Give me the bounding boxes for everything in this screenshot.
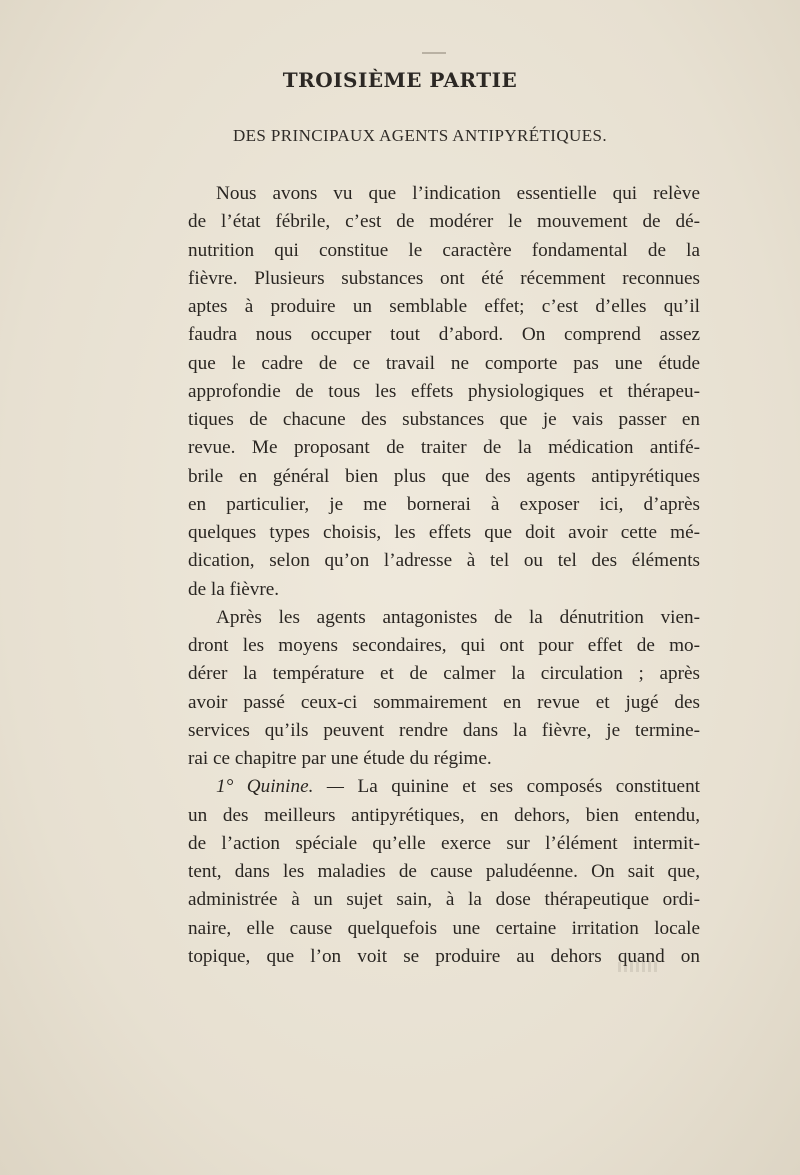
text-line: tent, dans les maladies de cause paludéenne. On sait que, [188, 861, 700, 882]
text-line: brile en général bien plus que des agents antipyrétiques [188, 465, 700, 487]
text-line: aptes à produire un semblable effet; c’est d’elles qu’il [188, 296, 700, 317]
text-line: services qu’ils peuvent rendre dans la fièvre, je termine- [188, 719, 700, 741]
text-line: approfondie de tous les effets physiologiques et thérapeu- [188, 380, 700, 402]
text-line: Nous avons vu que l’indication essentielle qui relève [216, 183, 700, 204]
text-line-quinine [188, 773, 700, 801]
section-title: DES PRINCIPAUX AGENTS ANTIPYRÉTIQUES. [232, 126, 608, 145]
text-line: en particulier, je me bornerai à exposer ici, d’après [188, 493, 700, 515]
quinine-heading: 1° Quinine. — [216, 776, 344, 798]
text-line: que le cadre de ce travail ne comporte pas une étude [188, 352, 700, 374]
bleed-through-mark [618, 962, 658, 972]
text-line: avoir passé ceux-ci sommairement en revue et jugé des [188, 691, 700, 713]
text-line: fièvre. Plusieurs substances ont été récemment reconnues [188, 267, 700, 289]
text-line: rai ce chapitre par une étude du régime. [188, 748, 492, 769]
page-top-rule [422, 52, 446, 54]
text-line: nutrition qui constitue le caractère fondamental de la [188, 239, 700, 261]
text-line: de l’action spéciale qu’elle exerce sur l’élément intermit- [188, 832, 700, 854]
text-line: tiques de chacune des substances que je vais passer en [188, 409, 700, 430]
text-line: Après les agents antagonistes de la dénutrition vien- [216, 606, 700, 628]
text-line: de la fièvre. [188, 578, 280, 600]
text-line: dront les moyens secondaires, qui ont pour effet de mo- [188, 635, 700, 656]
text-line: dication, selon qu’on l’adresse à tel ou tel des éléments [188, 550, 700, 572]
text-line: un des meilleurs antipyrétiques, en dehors, bien entendu, [188, 804, 700, 826]
text-line: naire, elle cause quelquefois une certaine irritation locale [188, 917, 700, 939]
text-line: dérer la température et de calmer la circulation ; après [188, 663, 700, 685]
text-line: de l’état fébrile, c’est de modérer le mouvement de dé- [188, 211, 700, 233]
text-line: topique, que l’on voit se produire au dehors quand on [188, 945, 700, 967]
part-title: TROISIÈME PARTIE [282, 68, 518, 92]
text-line: administrée à un sujet sain, à la dose thérapeutique ordi- [188, 889, 700, 911]
body-text [188, 180, 700, 971]
text-line: quelques types choisis, les effets que doit avoir cette mé- [188, 522, 700, 543]
quinine-line-text: La quinine et ses composés constituent [357, 776, 700, 798]
text-line: faudra nous occuper tout d’abord. On comprend assez [188, 324, 700, 346]
text-line: revue. Me proposant de traiter de la médication antifé- [188, 437, 700, 459]
